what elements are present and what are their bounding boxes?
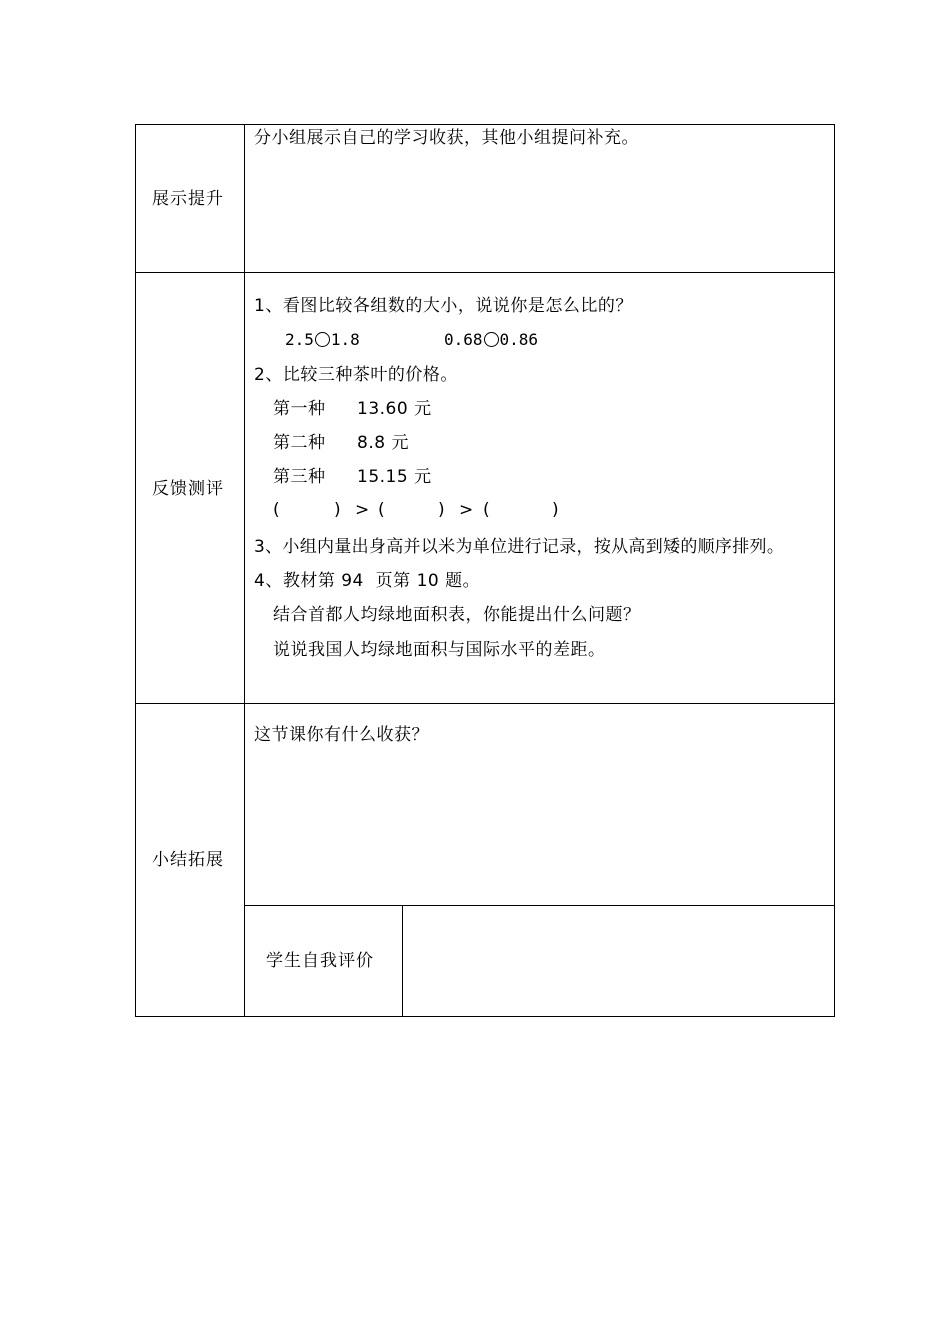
section-label-show: 展示提升 xyxy=(152,189,224,209)
self-eval-column-divider xyxy=(402,905,403,1017)
order-paren-close-1: ) xyxy=(334,500,342,520)
table-column-divider xyxy=(244,124,245,1017)
self-eval-field[interactable] xyxy=(412,912,826,1010)
section-label-feedback: 反馈测评 xyxy=(152,479,224,499)
order-paren-open-1: ( xyxy=(273,500,281,520)
self-eval-label: 学生自我评价 xyxy=(266,951,374,971)
question-1: 1、看图比较各组数的大小，说说你是怎么比的？ xyxy=(254,296,633,316)
question-2: 2、比较三种茶叶的价格。 xyxy=(254,365,458,385)
question-4-line-1: 结合首都人均绿地面积表，你能提出什么问题？ xyxy=(273,605,641,625)
row-divider-2 xyxy=(135,703,835,704)
self-eval-row-divider xyxy=(244,905,835,906)
compare-b-right: 0.86 xyxy=(499,330,539,349)
tea-price-1: 13.60 元 xyxy=(357,399,432,419)
compare-a-right: 1.8 xyxy=(330,330,360,349)
compare-pair-a xyxy=(285,329,360,351)
order-paren-close-2: ) xyxy=(438,500,446,520)
order-gt-2: > xyxy=(459,500,474,520)
question-3: 3、小组内量出身高并以米为单位进行记录，按从高到矮的顺序排列。 xyxy=(254,537,785,557)
order-paren-close-3: ) xyxy=(552,500,560,520)
tea-name-3: 第三种 xyxy=(273,467,326,487)
compare-pair-b xyxy=(444,329,538,351)
section-label-summary: 小结拓展 xyxy=(152,850,224,870)
question-4-line-2: 说说我国人均绿地面积与国际水平的差距。 xyxy=(273,640,606,660)
tea-price-2: 8.8 元 xyxy=(357,433,409,453)
compare-a-left: 2.5 xyxy=(285,330,314,349)
tea-name-1: 第一种 xyxy=(273,399,326,419)
order-gt-1: > xyxy=(355,500,370,520)
question-4: 4、教材第 94 页第 10 题。 xyxy=(254,571,481,591)
tea-price-3: 15.15 元 xyxy=(357,467,432,487)
compare-circle-icon[interactable] xyxy=(315,332,330,347)
tea-name-2: 第二种 xyxy=(273,433,326,453)
summary-prompt: 这节课你有什么收获？ xyxy=(254,725,429,745)
lesson-table xyxy=(135,124,835,1017)
compare-b-left: 0.68 xyxy=(444,330,483,349)
order-paren-open-3: ( xyxy=(483,500,491,520)
show-content: 分小组展示自己的学习收获，其他小组提问补充。 xyxy=(254,128,639,148)
row-divider-1 xyxy=(135,272,835,273)
compare-circle-icon[interactable] xyxy=(484,332,499,347)
order-paren-open-2: ( xyxy=(378,500,386,520)
